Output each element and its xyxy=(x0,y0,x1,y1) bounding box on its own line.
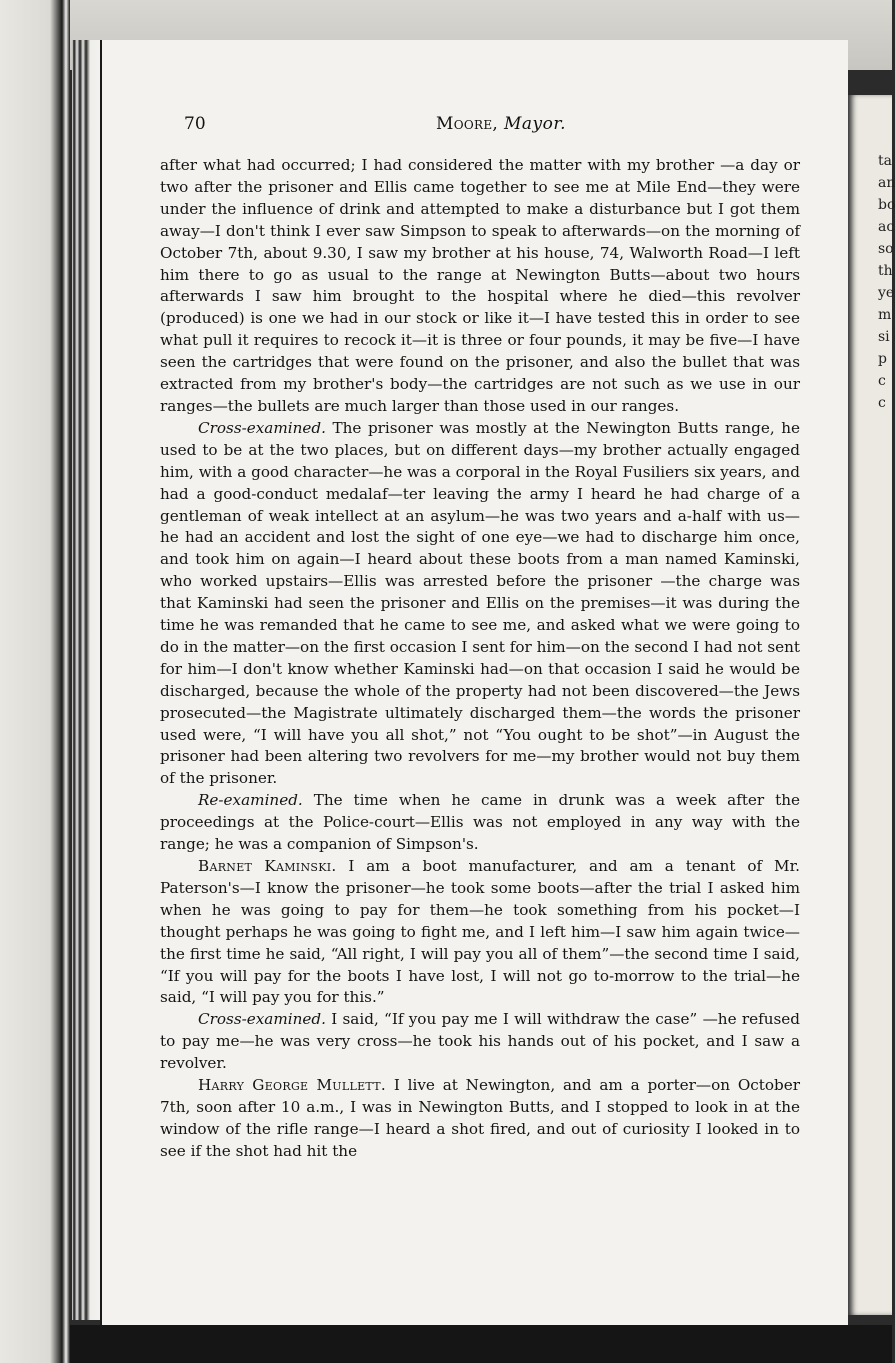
paragraph-5-text: I said, “If you pay me I will withdraw the case” —he refused to pay me—he was very cross—he took his hands out of his pocket, and I saw a revolver. xyxy=(160,1010,800,1073)
adjacent-fragment: ta xyxy=(878,153,892,169)
running-head xyxy=(436,114,566,134)
paragraph-4-lead: Barnet Kaminski. xyxy=(198,857,337,875)
paragraph-2-text: The prisoner was mostly at the Newington Butts range, he used to be at the two places, but on different days—my brother actually engaged him, with a good character—he was a corporal in the Royal Fusiliers six years, and had a good-conduct medalaf—ter leaving the army I heard he had charge of a gentleman of weak intellect at an asylum—he was two years and a-half with us—he had an accident and lost the sight of one eye—we had to discharge him once, and took him on again—I heard about these boots from a man named Kaminski, who worked upstairs—Ellis was arrested before the prisoner —the charge was that Kaminski had seen the prisoner and Ellis on the premises—it was during the time he was remanded that he came to see me, and asked what we were going to do in the matter—on the first occasion I sent for him—on the second I had not sent for him—I don't know whether Kaminski had—on that occasion I said he would be discharged, because the whole of the property had not been discovered—the Jews prosecuted—the Magistrate ultimately discharged them—the words the prisoner used were, “I will have you all shot,” not “You ought to be shot”—in August the prisoner had been altering two revolvers for me—my brother would not buy them of the prisoner. xyxy=(160,418,800,788)
adjacent-fragment: ac xyxy=(878,219,895,235)
paragraph-3-text: The time when he came in drunk was a week after the proceedings at the Police-court—Ellis was not employed in any way with the range; he was a companion of Simpson's. xyxy=(160,791,800,854)
scan-bottom-band xyxy=(70,1325,892,1363)
running-head-name: Moore, xyxy=(436,114,499,134)
adjacent-fragment: ye xyxy=(878,285,895,301)
paragraph-4-text: I am a boot manufacturer, and am a tenant of Mr. Paterson's—I know the prisoner—he took some boots—after the trial I asked him when he was going to pay for them—he took something from his pocket—I thought perhaps he was going to fight me, and I left him—I saw him again twice—the first time he said, “All right, I will pay you all of them”—the second time I said, “If you will pay for the boots I have lost, I will not go to-morrow to the trial—he said, “I will pay you for this.” xyxy=(160,857,800,1007)
paragraph-1-text: after what had occurred; I had considered the matter with my brother —a day or two after the prisoner and Ellis came together to see me at Mile End—they were under the influence of drink and attempted to make a disturbance but I got them away—I don't think I ever saw Simpson to speak to afterwards—on the morning of October 7th, about 9.30, I saw my brother at his house, 74, Walworth Road—I left him there to go as usual to the range at Newington Butts—about two hours afterwards I saw him brought to the hospital where he died—this revolver (produced) is one we had in our stock or like it—I have tested this in order to see what pull it requires to recock it—it is three or four pounds, it may be five—I have seen the cartridges that were found on the prisoner, and also the bullet that was extracted from my brother's body—the cartridges are not such as we use in our ranges—the bullets are much larger than those used in our ranges. xyxy=(160,156,800,415)
paragraph-2-lead: Cross-examined. xyxy=(198,418,326,437)
adjacent-fragment: si xyxy=(878,329,890,345)
adjacent-fragment: c xyxy=(878,395,886,411)
body-text xyxy=(160,155,800,1163)
adjacent-fragment: so xyxy=(878,241,894,257)
book-spine xyxy=(72,40,102,1320)
adjacent-fragment: an xyxy=(878,175,895,191)
page-header xyxy=(184,114,794,138)
paragraph-6 xyxy=(160,1075,800,1163)
paragraph-6-lead: Harry George Mullett. xyxy=(198,1076,387,1095)
paragraph-3-lead: Re-examined. xyxy=(198,791,303,810)
paragraph-3 xyxy=(160,790,800,856)
adjacent-fragment: th xyxy=(878,263,893,279)
paragraph-5 xyxy=(160,1009,800,1075)
paragraph-5-lead: Cross-examined. xyxy=(198,1010,326,1029)
adjacent-page-text xyxy=(878,150,895,411)
scan-left-margin xyxy=(0,0,70,1363)
adjacent-fragment: m xyxy=(878,307,892,323)
running-head-title: Mayor. xyxy=(504,114,567,134)
paragraph-6-text: I live at Newington, and am a porter—on October 7th, soon after 10 a.m., I was in Newington Butts, and I stopped to look in at the window of the rifle range—I heard a shot fired, and out of curiosity I looked in to see if the shot had hit the xyxy=(160,1076,801,1160)
adjacent-fragment: p xyxy=(878,351,887,367)
page-number: 70 xyxy=(184,114,206,134)
paragraph-2 xyxy=(160,418,800,790)
adjacent-fragment: bo xyxy=(878,197,895,213)
paragraph-4 xyxy=(160,856,800,1009)
paragraph-1 xyxy=(160,155,800,418)
adjacent-fragment: c xyxy=(878,373,886,389)
